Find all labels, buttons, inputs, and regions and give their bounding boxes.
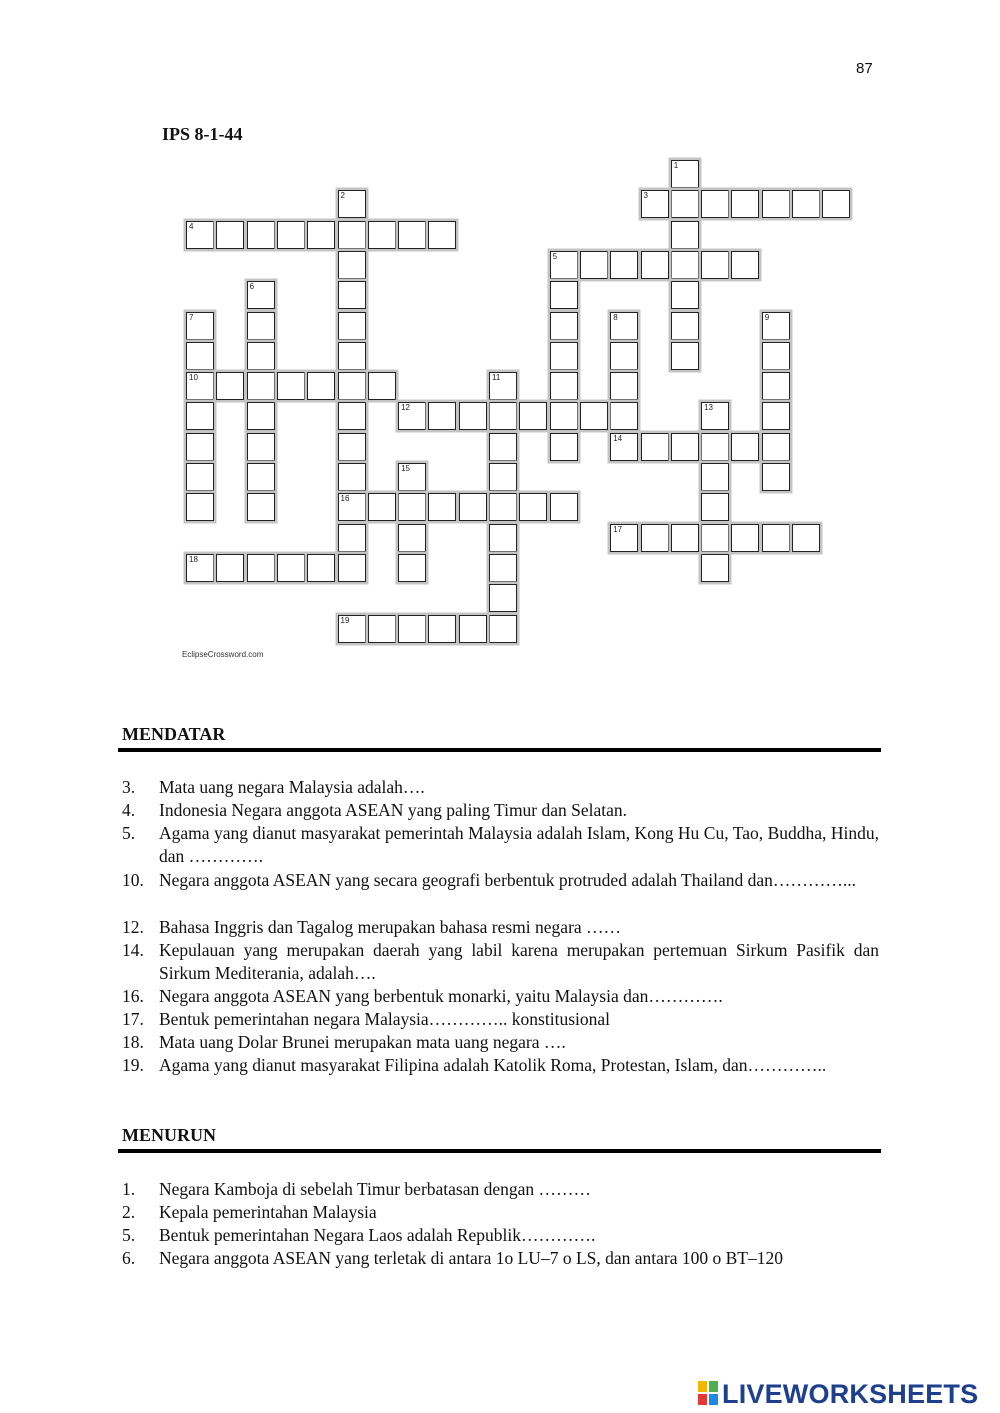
- crossword-cell[interactable]: [489, 463, 517, 491]
- clue-item-text: Mata uang negara Malaysia adalah….: [159, 777, 425, 797]
- clue-item-text: Mata uang Dolar Brunei merupakan mata uang negara ….: [159, 1032, 566, 1052]
- crossword-cell[interactable]: [762, 524, 790, 552]
- clue-number: 10: [189, 373, 198, 383]
- crossword-cell[interactable]: [459, 493, 487, 521]
- clue-item: [122, 1008, 879, 1031]
- clue-item: [122, 1201, 879, 1224]
- logo-square-4: [709, 1394, 718, 1405]
- crossword-cell[interactable]: [398, 221, 426, 249]
- crossword-cell[interactable]: [731, 524, 759, 552]
- crossword-cell[interactable]: [489, 524, 517, 552]
- clue-item-text: Negara Kamboja di sebelah Timur berbatasan dengan ………: [159, 1179, 592, 1199]
- clue-item-text: Agama yang dianut masyarakat Filipina adalah Katolik Roma, Protestan, Islam, dan…………..: [159, 1055, 827, 1075]
- crossword-cell[interactable]: [428, 221, 456, 249]
- clue-item: [122, 869, 879, 892]
- crossword-cell[interactable]: [307, 221, 335, 249]
- crossword-cell[interactable]: [701, 463, 729, 491]
- logo-square-2: [709, 1381, 718, 1392]
- clue-item-text: Negara anggota ASEAN yang terletak di antara 1o LU–7 o LS, dan antara 100 o BT–120: [159, 1248, 783, 1268]
- crossword-cell[interactable]: [247, 433, 275, 461]
- liveworksheets-logo: [698, 1379, 978, 1409]
- crossword-cell[interactable]: [277, 221, 305, 249]
- clue-number: 11: [492, 373, 501, 383]
- clue-number: 17: [613, 524, 623, 534]
- crossword-cell[interactable]: [489, 584, 517, 612]
- clue-number: 16: [340, 494, 350, 504]
- crossword-cell[interactable]: [792, 190, 820, 218]
- crossword-cell[interactable]: [550, 281, 578, 309]
- crossword-cell[interactable]: [338, 372, 366, 400]
- crossword-cell[interactable]: [731, 251, 759, 279]
- crossword-cell[interactable]: [247, 372, 275, 400]
- crossword-cell[interactable]: [186, 342, 214, 370]
- crossword-cell[interactable]: [641, 251, 669, 279]
- crossword-cell[interactable]: [338, 221, 366, 249]
- clue-item-number: 12.: [122, 917, 144, 937]
- page-number: 87: [856, 60, 873, 77]
- crossword-cell[interactable]: [247, 312, 275, 340]
- crossword-cell[interactable]: [550, 402, 578, 430]
- clue-item-number: 5.: [122, 1225, 136, 1245]
- crossword-cell[interactable]: [671, 312, 699, 340]
- crossword-cell[interactable]: [701, 524, 729, 552]
- mendatar-title: MENDATAR: [122, 724, 226, 744]
- crossword-cell[interactable]: [398, 463, 426, 491]
- crossword-cell[interactable]: [550, 342, 578, 370]
- crossword-cell[interactable]: [580, 251, 608, 279]
- clue-number: 12: [401, 403, 410, 413]
- crossword-cell[interactable]: [186, 312, 214, 340]
- clue-item-number: 14.: [122, 940, 144, 960]
- crossword-cell[interactable]: [398, 554, 426, 582]
- crossword-cell[interactable]: [368, 372, 396, 400]
- clue-item-text: Bentuk pemerintahan negara Malaysia………….. konstitusional: [159, 1009, 611, 1029]
- clue-item-number: 19.: [122, 1055, 144, 1075]
- clue-number: 15: [401, 464, 410, 473]
- clue-number: 6: [249, 282, 255, 292]
- logo-square-3: [698, 1394, 707, 1405]
- menurun-title: MENURUN: [122, 1125, 216, 1145]
- logo-text: LIVEWORKSHEETS: [722, 1378, 979, 1409]
- crossword-cell[interactable]: [671, 281, 699, 309]
- crossword-cell[interactable]: [338, 615, 366, 643]
- crossword-cell[interactable]: [792, 524, 820, 552]
- crossword-cell[interactable]: [186, 433, 214, 461]
- clue-item-number: 16.: [122, 986, 144, 1006]
- clue-item-text: Indonesia Negara anggota ASEAN yang paling Timur dan Selatan.: [159, 800, 628, 820]
- clue-item: [122, 1031, 879, 1054]
- crossword-cell[interactable]: [762, 433, 790, 461]
- clue-item-text: Kepulauan yang merupakan daerah yang labil karena merupakan pertemuan Sirkum Pasifik dan Sirkum Mediterania, adalah….: [159, 940, 879, 983]
- clue-number: 18: [189, 554, 198, 564]
- crossword-cell[interactable]: [338, 524, 366, 552]
- clue-item-text: Kepala pemerintahan Malaysia: [159, 1202, 377, 1222]
- crossword-cell[interactable]: [277, 372, 305, 400]
- clue-item-number: 18.: [122, 1032, 144, 1052]
- crossword-cell[interactable]: [701, 190, 729, 218]
- crossword-cell[interactable]: [550, 312, 578, 340]
- crossword-cell[interactable]: [762, 372, 790, 400]
- crossword-cell[interactable]: [338, 281, 366, 309]
- clue-item-text: Bahasa Inggris dan Tagalog merupakan bahasa resmi negara ……: [159, 917, 622, 937]
- clue-item-number: 2.: [122, 1202, 136, 1222]
- clue-number: 19: [340, 615, 350, 625]
- crossword-cell[interactable]: [338, 190, 366, 218]
- crossword-cell[interactable]: [186, 221, 214, 249]
- clue-item: [122, 985, 879, 1008]
- clue-item-number: 4.: [122, 800, 136, 820]
- clue-item-text: Agama yang dianut masyarakat pemerintah Malaysia adalah Islam, Kong Hu Cu, Tao, Buddha, Hindu, dan ………….: [159, 823, 879, 866]
- crossword-cell[interactable]: [762, 312, 790, 340]
- crossword-cell[interactable]: [247, 554, 275, 582]
- crossword-cell[interactable]: [489, 554, 517, 582]
- crossword-cell[interactable]: [307, 554, 335, 582]
- clue-number: 14: [613, 433, 623, 443]
- crossword-cell[interactable]: [186, 493, 214, 521]
- clue-item: [122, 799, 879, 822]
- crossword-cell[interactable]: [731, 190, 759, 218]
- crossword-cell[interactable]: [489, 433, 517, 461]
- clue-number: 13: [704, 403, 713, 413]
- crossword-cell[interactable]: [247, 281, 275, 309]
- clue-item: [122, 916, 879, 939]
- crossword-cell[interactable]: [580, 402, 608, 430]
- crossword-cell[interactable]: [671, 433, 699, 461]
- crossword-cell[interactable]: [671, 160, 699, 188]
- crossword-cell[interactable]: [701, 433, 729, 461]
- crossword-cell[interactable]: [610, 251, 638, 279]
- crossword-cell[interactable]: [186, 402, 214, 430]
- clue-number: 5: [552, 251, 558, 261]
- crossword-cell[interactable]: [368, 221, 396, 249]
- worksheet-title: IPS 8-1-44: [162, 124, 243, 144]
- crossword-cell[interactable]: [762, 190, 790, 218]
- crossword-cell[interactable]: [216, 554, 244, 582]
- crossword-cell[interactable]: [671, 251, 699, 279]
- clue-number: 3: [643, 191, 648, 201]
- crossword-cell[interactable]: [338, 342, 366, 370]
- crossword-cell[interactable]: [398, 493, 426, 521]
- clue-item-number: 17.: [122, 1009, 144, 1029]
- menurun-rule: [118, 1149, 881, 1153]
- crossword-cell[interactable]: [701, 402, 729, 430]
- clue-item: [122, 1247, 879, 1270]
- crossword-cell[interactable]: [216, 372, 244, 400]
- crossword-cell[interactable]: [610, 402, 638, 430]
- crossword-cell[interactable]: [186, 554, 214, 582]
- crossword-cell[interactable]: [489, 615, 517, 643]
- crossword-cell[interactable]: [247, 342, 275, 370]
- clue-number: 1: [673, 161, 679, 170]
- crossword-cell[interactable]: [338, 402, 366, 430]
- crossword-cell[interactable]: [338, 433, 366, 461]
- crossword-cell[interactable]: [489, 493, 517, 521]
- clue-item: [122, 1178, 879, 1201]
- clue-number: 4: [189, 221, 194, 231]
- crossword-cell[interactable]: [428, 493, 456, 521]
- crossword-cell[interactable]: [610, 372, 638, 400]
- crossword-cell[interactable]: [610, 433, 638, 461]
- clue-item-text: Negara anggota ASEAN yang berbentuk monarki, yaitu Malaysia dan………….: [159, 986, 723, 1006]
- clue-item: [122, 939, 879, 985]
- clue-item-number: 3.: [122, 777, 136, 797]
- crossword-cell[interactable]: [550, 433, 578, 461]
- logo-square-1: [698, 1381, 707, 1392]
- crossword-cell[interactable]: [822, 190, 850, 218]
- crossword-cell[interactable]: [519, 493, 547, 521]
- clue-item-number: 10.: [122, 870, 144, 890]
- crossword-cell[interactable]: [641, 433, 669, 461]
- crossword-cell[interactable]: [368, 493, 396, 521]
- crossword-cell[interactable]: [247, 221, 275, 249]
- crossword-cell[interactable]: [459, 402, 487, 430]
- crossword-cell[interactable]: [550, 251, 578, 279]
- clue-item-text: Negara anggota ASEAN yang secara geografi berbentuk protruded adalah Thailand dan…………...: [159, 870, 857, 890]
- crossword-cell[interactable]: [610, 524, 638, 552]
- crossword-cell[interactable]: [641, 524, 669, 552]
- crossword-cell[interactable]: [216, 221, 244, 249]
- crossword-cell[interactable]: [701, 554, 729, 582]
- crossword-cell[interactable]: [671, 342, 699, 370]
- crossword-cell[interactable]: [610, 342, 638, 370]
- crossword-cell[interactable]: [459, 615, 487, 643]
- mendatar-rule: [118, 748, 881, 752]
- crossword-cell[interactable]: [671, 190, 699, 218]
- crossword-cell[interactable]: [186, 372, 214, 400]
- crossword-cell[interactable]: [368, 615, 396, 643]
- crossword-cell[interactable]: [731, 433, 759, 461]
- crossword-cell[interactable]: [338, 493, 366, 521]
- crossword-cell[interactable]: [762, 342, 790, 370]
- crossword-cell[interactable]: [398, 615, 426, 643]
- crossword-cell[interactable]: [641, 190, 669, 218]
- crossword-cell[interactable]: [519, 402, 547, 430]
- crossword-cell[interactable]: [701, 251, 729, 279]
- crossword-cell[interactable]: [610, 312, 638, 340]
- logo-mark-icon: [698, 1381, 720, 1407]
- crossword-cell[interactable]: [338, 554, 366, 582]
- crossword-cell[interactable]: [277, 554, 305, 582]
- clue-item-text: Bentuk pemerintahan Negara Laos adalah Republik………….: [159, 1225, 596, 1245]
- crossword-cell[interactable]: [550, 372, 578, 400]
- clue-item: [122, 1224, 879, 1247]
- crossword-cell[interactable]: [247, 493, 275, 521]
- clue-item-number: 5.: [122, 823, 136, 843]
- clue-item: [122, 776, 879, 799]
- crossword-cell[interactable]: [762, 463, 790, 491]
- clue-item: [122, 822, 879, 868]
- crossword-cell[interactable]: [428, 402, 456, 430]
- crossword-cell[interactable]: [338, 463, 366, 491]
- crossword-cell[interactable]: [186, 463, 214, 491]
- crossword-credit: EclipseCrossword.com: [182, 650, 264, 659]
- clue-item-number: 1.: [122, 1179, 136, 1199]
- clue-number: 7: [189, 312, 194, 322]
- crossword-cell[interactable]: [489, 402, 517, 430]
- crossword-cell[interactable]: [307, 372, 335, 400]
- crossword-cell[interactable]: [489, 372, 517, 400]
- crossword-cell[interactable]: [247, 402, 275, 430]
- crossword-cell[interactable]: [428, 615, 456, 643]
- crossword-cell[interactable]: [550, 493, 578, 521]
- crossword-cell[interactable]: [671, 524, 699, 552]
- crossword-cell[interactable]: [701, 493, 729, 521]
- clue-item: [122, 1054, 879, 1077]
- crossword-cell[interactable]: [398, 524, 426, 552]
- crossword-cell[interactable]: [762, 402, 790, 430]
- crossword-cell[interactable]: [398, 402, 426, 430]
- clue-number: 8: [613, 312, 618, 322]
- clue-number: 9: [764, 312, 770, 322]
- clue-item-number: 6.: [122, 1248, 136, 1268]
- crossword-cell[interactable]: [247, 463, 275, 491]
- crossword-cell[interactable]: [338, 251, 366, 279]
- crossword-cell[interactable]: [338, 312, 366, 340]
- crossword-cell[interactable]: [671, 221, 699, 249]
- clue-number: 2: [340, 191, 345, 201]
- crossword-grid: [0, 0, 1000, 700]
